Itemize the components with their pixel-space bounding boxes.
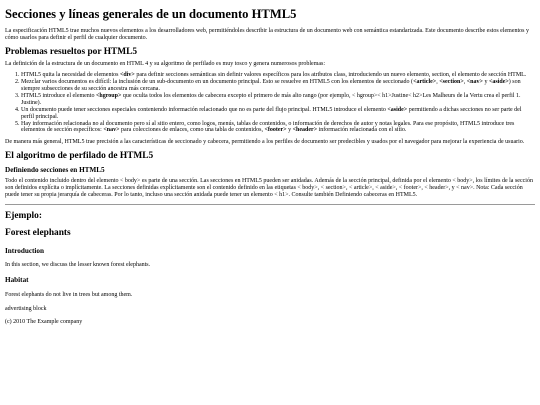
problems-list: [5, 72, 535, 134]
problems-heading: Problemas resueltos por HTML5: [5, 46, 138, 57]
page-title: Secciones y líneas generales de un documento HTML5: [5, 7, 297, 21]
code-tag: <nav>: [103, 127, 120, 134]
example-intro-text: In this section, we discuss the lesser known forest elephants.: [5, 262, 151, 269]
code-tag: <aside>: [488, 79, 509, 86]
code-tag: <article>: [413, 79, 437, 86]
problems-lead: La definición de la estructura de un documento en HTML 4 y su algoritmo de perfilado es muy tosco y genera numerosos problemas:: [5, 60, 326, 67]
item-text: HTML5 quita la necesidad de elementos: [21, 72, 120, 79]
item-text: ) son siempre subsecciones de su sección ancestra más cercana.: [21, 79, 521, 93]
defining-sections-body: Todo el contenido incluido dentro del elemento < body> es parte de una sección. Las secciones en HTML5 pueden ser anidadas. Además de la sección principal, definida por el elemento < body>, los límites de la sección son definidos explícita o implícitamente. La secciones definidas explícitamente son el contenido definido en las etiquetas < body>, < section>, < article>, < aside>, < footer>, < header>, y < nav>. Nota: Cada sección puede tener su propia jerarquía de cabeceras. Por lo tanto, incluso una sección anidada puede tener un elemento < h1>. Consulte también Definiendo cabeceras en HTML5.: [5, 178, 533, 199]
code-tag: <aside>: [387, 106, 408, 113]
item-text: Hay información relacionada no al documento pero sí al sitio entero, como logos, menús, tablas de contenidos, o información de derechos de autor y notas legales. Para ese propósito, HTML5 introduce tres elementos de sección específicos:: [21, 120, 515, 134]
item-text: para definir secciones semánticas sin definir valores específicos para los atributos class, introduciendo un nuevo elemento, section, el elemento de sección HTML.: [134, 72, 527, 79]
code-tag: <header>: [292, 127, 318, 134]
example-footer: (c) 2010 The Example company: [5, 319, 83, 326]
example-habitat-heading: Habitat: [5, 276, 29, 285]
example-intro-heading: Introduction: [5, 247, 45, 256]
item-text: y: [286, 127, 293, 134]
problem-item-3: [21, 93, 535, 107]
item-text: HTML5 introduce el elemento: [21, 93, 96, 100]
item-text: Un documento puede tener secciones especiales conteniendo información relacionado que no es parte del flujo principal. HTML5 introduce el elemento: [21, 106, 388, 113]
code-tag: <div>: [119, 72, 135, 79]
problem-item-4: [21, 107, 535, 121]
problems-summary: De manera más general, HTML5 trae precisión a las características de seccionado y cabecera, permitiendo a los perfiles de documento ser predecibles y usados por el navegador para mejorar la experiencia de usuario.: [5, 138, 525, 145]
item-text: para colecciones de enlaces, como una tabla de contenidos,: [119, 127, 265, 134]
problem-item-2: [21, 79, 535, 93]
code-tag: <hgroup>: [95, 93, 122, 100]
item-text: que oculta todos los elementos de cabecera excepto el primero de más alto rango (por ejemplo, < hgroup>< h1>Justine< h2>Les Malheurs de la Vertu crea el perfil 1. Justine).: [21, 93, 521, 106]
item-text: y: [482, 79, 489, 86]
item-text: información relacionada con el sitio.: [317, 127, 407, 134]
horizontal-divider: [5, 204, 535, 205]
intro-paragraph: La especificación HTML5 trae muchos nuevos elementos a los desarrolladores web, permitiéndoles describir la estructura de un documento web con semántica estandarizada. Este documento describe estos elementos y cómo usarlos para definir el perfil de cualquier documento.: [5, 27, 529, 41]
item-text: ,: [463, 79, 467, 86]
problem-item-5: [21, 121, 535, 135]
item-text: ,: [436, 79, 440, 86]
example-habitat-text: Forest elephants do not live in trees but among them.: [5, 291, 133, 298]
code-tag: <section>: [439, 79, 464, 86]
code-tag: <nav>: [466, 79, 483, 86]
example-label: Ejemplo:: [5, 210, 42, 221]
example-title: Forest elephants: [5, 228, 71, 239]
algorithm-heading: El algoritmo de perfilado de HTML5: [5, 150, 154, 161]
defining-sections-heading: Definiendo secciones en HTML5: [5, 166, 105, 175]
code-tag: <footer>: [264, 127, 287, 134]
example-aside: advertising block: [5, 305, 47, 312]
item-text: permitiendo a dichas secciones no ser parte del perfil principal.: [21, 106, 522, 120]
item-text: Mezclar varios documentos es difícil: la inclusión de un sub-documento en un documento principal. Esto se resuelve en HTML5 con los elementos de seccionado (: [21, 79, 414, 86]
